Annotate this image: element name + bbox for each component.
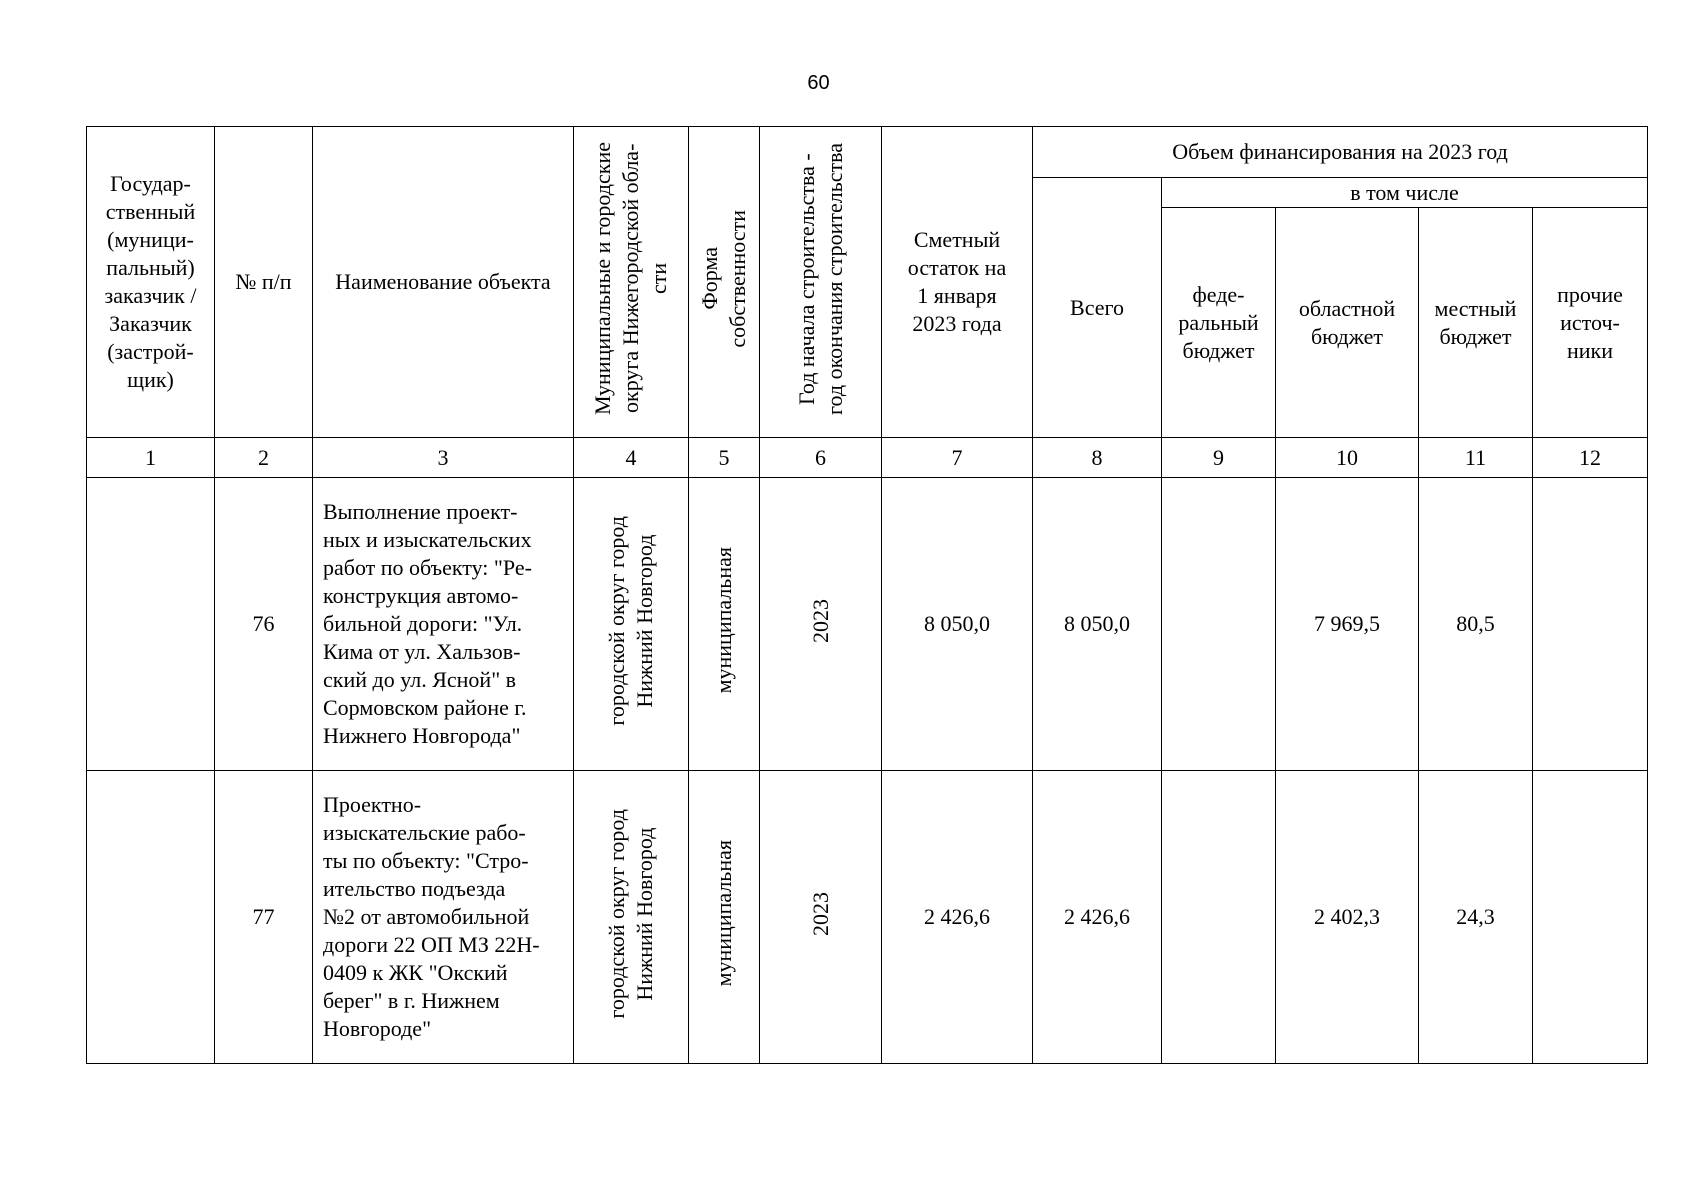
text-line: ственный bbox=[105, 199, 196, 224]
text-line: Государ- bbox=[110, 171, 191, 196]
text-line: бюджет bbox=[1182, 337, 1255, 363]
cell-ownership: муниципальная bbox=[689, 771, 760, 1064]
header-municipality bbox=[574, 127, 689, 438]
text-line: год окончания строительства bbox=[821, 142, 847, 415]
cell-municipality bbox=[574, 478, 689, 771]
text-line: 1 января bbox=[917, 283, 997, 308]
text-line: ты по объекту: "Стро- bbox=[323, 848, 529, 873]
text-line: Кима от ул. Хальзов- bbox=[323, 639, 521, 664]
cell-ownership: муниципальная bbox=[689, 478, 760, 771]
text-line: городской округ город bbox=[604, 808, 629, 1019]
text-line: щик) bbox=[127, 367, 174, 392]
column-number: 8 bbox=[1033, 438, 1162, 478]
text-line: собственности bbox=[725, 209, 750, 348]
header-ownership bbox=[689, 127, 760, 438]
cell-customer bbox=[87, 478, 215, 771]
text-line: Сормовском районе г. bbox=[323, 695, 527, 720]
text-line: бюджет bbox=[1310, 323, 1383, 349]
text-line: ных и изыскательских bbox=[323, 527, 532, 552]
header-regional bbox=[1276, 208, 1419, 438]
header-number: № п/п bbox=[215, 127, 313, 438]
cell-estimate: 2 426,6 bbox=[882, 771, 1033, 1064]
cell-number: 77 bbox=[215, 771, 313, 1064]
text-line: городской округ город bbox=[604, 515, 629, 726]
text-line: Новгороде" bbox=[323, 1016, 432, 1041]
text-line: дороги 22 ОП МЗ 22Н- bbox=[323, 932, 540, 957]
header-local bbox=[1419, 208, 1533, 438]
text-line: Нижний Новгород bbox=[632, 827, 657, 1000]
column-number: 3 bbox=[313, 438, 574, 478]
text-line: работ по объекту: "Ре- bbox=[323, 555, 532, 580]
cell-years: 2023 bbox=[760, 478, 882, 771]
header-including: в том числе bbox=[1162, 178, 1648, 208]
cell-number: 76 bbox=[215, 478, 313, 771]
text-line: областной bbox=[1298, 295, 1396, 321]
text-line: источ- bbox=[1560, 309, 1620, 335]
cell-object-name bbox=[313, 478, 574, 771]
column-number: 7 bbox=[882, 438, 1033, 478]
text-line: ский до ул. Ясной" в bbox=[323, 667, 517, 692]
table-row bbox=[87, 771, 1648, 1064]
text-line: Муниципальные и городские bbox=[590, 142, 615, 415]
column-number: 12 bbox=[1533, 438, 1648, 478]
text-line: ники bbox=[1566, 337, 1613, 363]
cell-municipality bbox=[574, 771, 689, 1064]
text-line: Нижнего Новгорода" bbox=[323, 723, 521, 748]
table-row bbox=[87, 478, 1648, 771]
text-line: (муници- bbox=[107, 227, 194, 252]
text-line: местный bbox=[1434, 295, 1517, 321]
text-line: феде- bbox=[1192, 281, 1245, 307]
header-federal bbox=[1162, 208, 1276, 438]
text-line: бильной дороги: "Ул. bbox=[323, 611, 523, 636]
cell-local: 80,5 bbox=[1419, 478, 1533, 771]
text-line: сти bbox=[646, 262, 671, 295]
column-numbers-row bbox=[87, 438, 1648, 478]
column-number: 2 bbox=[215, 438, 313, 478]
column-number: 1 bbox=[87, 438, 215, 478]
header-object-name: Наименование объекта bbox=[313, 127, 574, 438]
text-line: 0409 к ЖК "Окский bbox=[323, 960, 508, 985]
text-line: округа Нижегородской обла- bbox=[618, 143, 643, 414]
cell-regional: 2 402,3 bbox=[1276, 771, 1419, 1064]
text-line: №2 от автомобильной bbox=[323, 904, 530, 929]
text-line: изыскательские рабо- bbox=[323, 820, 526, 845]
header-other bbox=[1533, 208, 1648, 438]
cell-estimate: 8 050,0 bbox=[882, 478, 1033, 771]
text-line: конструкция автомо- bbox=[323, 583, 519, 608]
text-line: пальный) bbox=[106, 255, 195, 280]
financing-table bbox=[86, 126, 1648, 1064]
text-line: заказчик / bbox=[104, 283, 197, 308]
cell-total: 2 426,6 bbox=[1033, 771, 1162, 1064]
cell-years: 2023 bbox=[760, 771, 882, 1064]
cell-other bbox=[1533, 478, 1648, 771]
column-number: 6 bbox=[760, 438, 882, 478]
cell-total: 8 050,0 bbox=[1033, 478, 1162, 771]
text-line: бюджет bbox=[1439, 323, 1512, 349]
text-line: берег" в г. Нижнем bbox=[323, 988, 500, 1013]
text-line: (застрой- bbox=[107, 339, 194, 364]
text-line: Сметный bbox=[913, 227, 1001, 252]
cell-other bbox=[1533, 771, 1648, 1064]
header-estimate bbox=[882, 127, 1033, 438]
column-number: 4 bbox=[574, 438, 689, 478]
cell-object-name bbox=[313, 771, 574, 1064]
text-line: Форма bbox=[697, 247, 722, 310]
column-number: 9 bbox=[1162, 438, 1276, 478]
header-customer bbox=[87, 127, 215, 438]
cell-customer bbox=[87, 771, 215, 1064]
text-line: прочие bbox=[1557, 281, 1623, 307]
text-line: ральный bbox=[1178, 309, 1259, 335]
text-line: Выполнение проект- bbox=[323, 499, 518, 524]
cell-regional: 7 969,5 bbox=[1276, 478, 1419, 771]
header-years bbox=[760, 127, 882, 438]
header-funding-group: Объем финансирования на 2023 год bbox=[1033, 127, 1648, 178]
header-total: Всего bbox=[1033, 178, 1162, 438]
text-line: Проектно- bbox=[323, 792, 422, 817]
column-number: 11 bbox=[1419, 438, 1533, 478]
page-number: 60 bbox=[807, 72, 830, 94]
text-line: Год начала строительства - bbox=[793, 152, 819, 405]
column-number: 5 bbox=[689, 438, 760, 478]
cell-federal bbox=[1162, 478, 1276, 771]
text-line: ительство подъезда bbox=[323, 876, 506, 901]
cell-local: 24,3 bbox=[1419, 771, 1533, 1064]
text-line: остаток на bbox=[907, 255, 1007, 280]
text-line: Нижний Новгород bbox=[632, 534, 657, 707]
text-line: 2023 года bbox=[912, 311, 1002, 336]
column-number: 10 bbox=[1276, 438, 1419, 478]
text-line: Заказчик bbox=[109, 311, 192, 336]
cell-federal bbox=[1162, 771, 1276, 1064]
